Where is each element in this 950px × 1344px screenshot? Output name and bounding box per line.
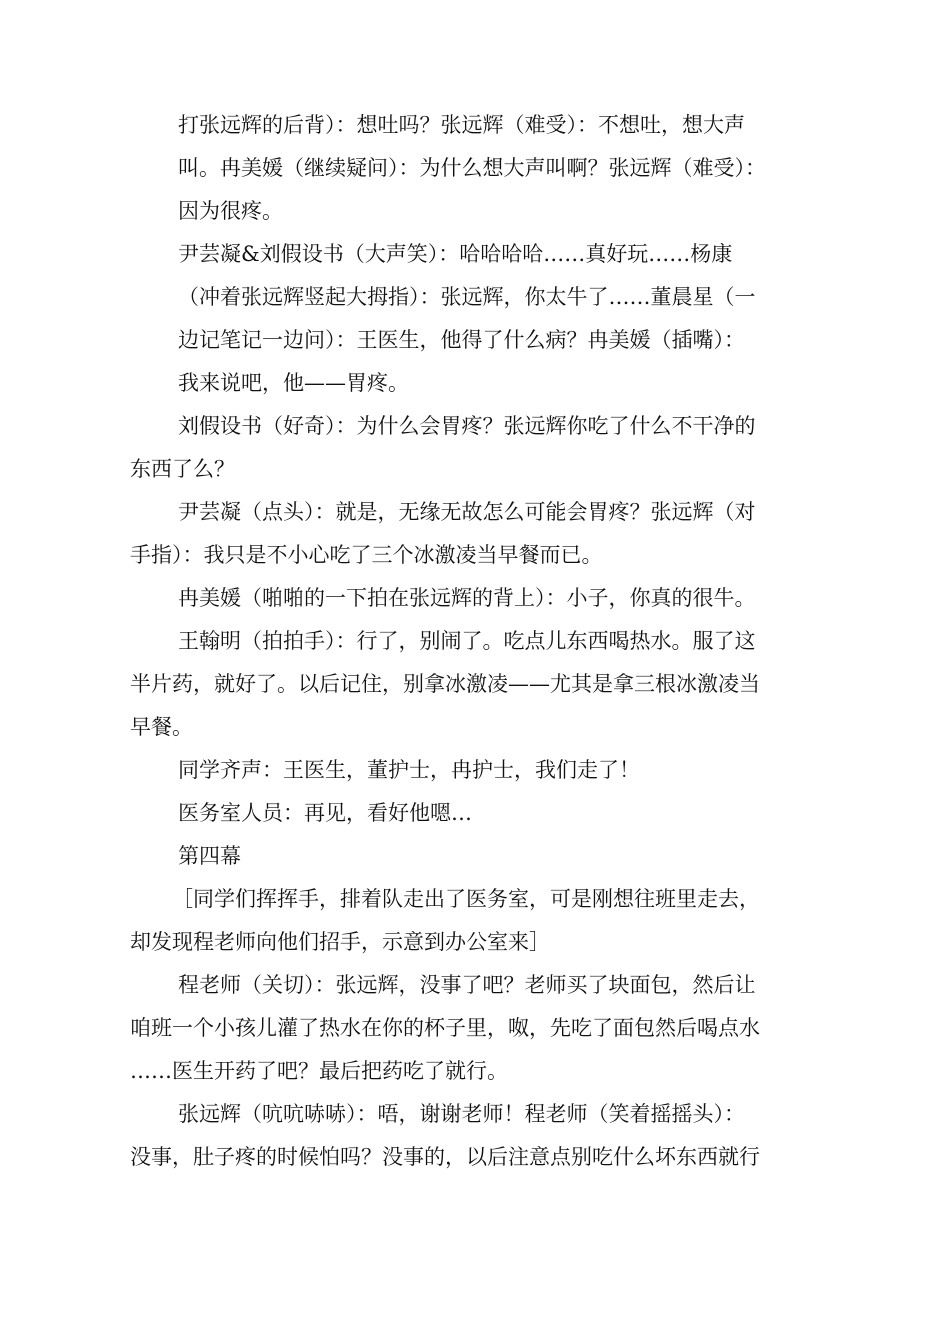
document-body	[130, 104, 820, 1179]
text-line: 张远辉（吭吭哧哧）：唔，谢谢老师！程老师（笑着摇摇头）：	[178, 1102, 745, 1126]
text-line: 早餐。	[130, 715, 193, 739]
text-line: 尹芸凝&刘假设书（大声笑）：哈哈哈哈……真好玩……杨康	[178, 242, 733, 266]
text-line: 医务室人员：再见，看好他嗯…	[178, 801, 472, 825]
text-line: 手指）：我只是不小心吃了三个冰激凌当早餐而已。	[130, 543, 603, 567]
text-line: 尹芸凝（点头）：就是，无缘无故怎么可能会胃疼？张远辉（对	[178, 500, 756, 524]
text-line: 同学齐声：王医生，董护士，冉护士，我们走了！	[178, 758, 640, 782]
text-line: 半片药，就好了。以后记住，别拿冰激凌——尤其是拿三根冰激凌当	[130, 672, 760, 696]
text-line: 边记笔记一边问）：王医生，他得了什么病？冉美媛（插嘴）：	[178, 328, 745, 352]
text-line: 因为很疼。	[178, 199, 283, 223]
stage-direction-line: 却发现程老师向他们招手，示意到办公室来］	[130, 930, 550, 954]
text-line: 刘假设书（好奇）：为什么会胃疼？张远辉你吃了什么不干净的	[178, 414, 756, 438]
text-line: 王翰明（拍拍手）：行了，别闹了。吃点儿东西喝热水。服了这	[178, 629, 756, 653]
stage-direction-line: ［同学们挥挥手，排着队走出了医务室，可是刚想往班里走去，	[172, 887, 760, 911]
text-line: 冉美媛（啪啪的一下拍在张远辉的背上）：小子，你真的很牛。	[178, 586, 756, 610]
text-line: 东西了么？	[130, 457, 235, 481]
text-line: 打张远辉的后背）：想吐吗？张远辉（难受）：不想吐，想大声	[178, 113, 745, 137]
text-line: 我来说吧，他——胃疼。	[178, 371, 409, 395]
act-heading: 第四幕	[178, 844, 241, 868]
text-line: 叫。冉美媛（继续疑问）：为什么想大声叫啊？张远辉（难受）：	[178, 156, 766, 180]
text-line: 没事，肚子疼的时候怕吗？没事的，以后注意点别吃什么坏东西就行	[130, 1145, 760, 1169]
text-line: 程老师（关切）：张远辉，没事了吧？老师买了块面包，然后让	[178, 973, 756, 997]
text-line: ……医生开药了吧？最后把药吃了就行。	[130, 1059, 508, 1083]
text-line: （冲着张远辉竖起大拇指）：张远辉，你太牛了……董晨星（一	[178, 285, 756, 309]
text-line: 咱班一个小孩儿灌了热水在你的杯子里，呶，先吃了面包然后喝点水	[130, 1016, 760, 1040]
